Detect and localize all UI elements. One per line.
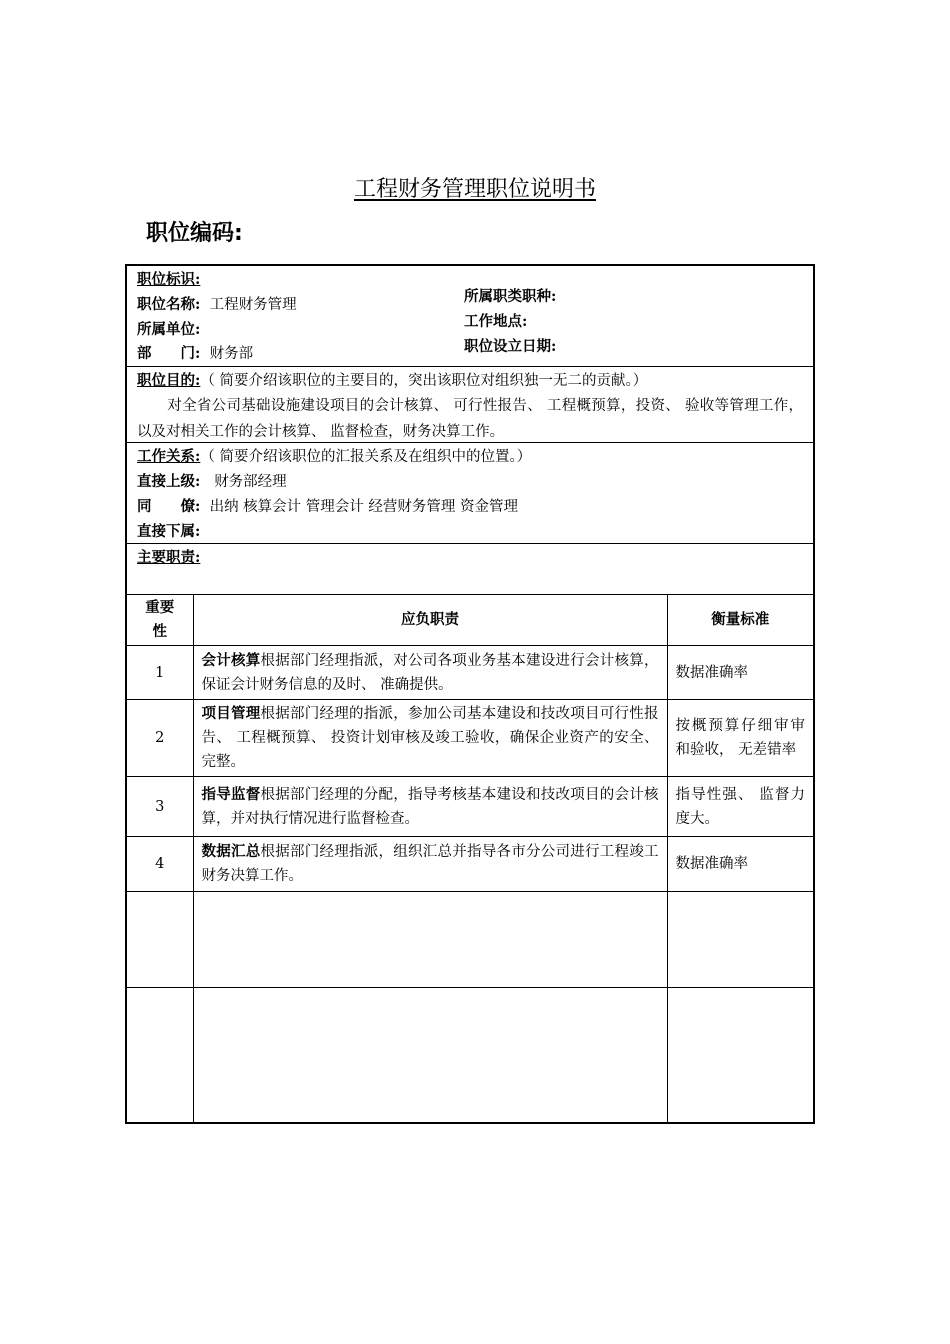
peers-value: 出纳 核算会计 管理会计 经营财务管理 资金管理 (209, 499, 519, 515)
position-name-value: 工程财务管理 (209, 297, 297, 313)
position-name-row (137, 295, 297, 315)
purpose-header: 职位目的: (137, 372, 201, 389)
relations-header: 工作关系: (137, 448, 201, 465)
position-code-label: 职位编码: (146, 221, 243, 246)
purpose-section (127, 367, 813, 443)
identity-section (127, 266, 813, 367)
duty-key: 会计核算 (201, 651, 261, 669)
setup-date-label: 职位设立日期: (464, 338, 557, 355)
subordinate-label: 直接下属: (137, 523, 201, 540)
measure-cell: 数据准确率 (667, 837, 813, 892)
peers-label: 同 僚: (137, 498, 201, 515)
duty-cell (193, 777, 667, 837)
purpose-hint: （ 简要介绍该职位的主要目的，突出该职位对组织独一无二的贡献。） (200, 373, 648, 389)
empty-cell (667, 892, 813, 988)
superior-row (137, 472, 287, 492)
purpose-text-block (137, 393, 803, 445)
superior-value: 财务部经理 (214, 474, 287, 490)
location-label: 工作地点: (464, 313, 528, 330)
duty-text: 根据部门经理指派，组织汇总并指导各市分公司进行工程竣工财务决算工作。 (201, 844, 659, 884)
table-row-empty (127, 988, 813, 1124)
duties-header: 主要职责: (137, 549, 201, 566)
relations-hint: （ 简要介绍该职位的汇报关系及在组织中的位置。） (200, 449, 532, 465)
empty-cell (193, 988, 667, 1124)
row-number: 3 (127, 777, 193, 837)
measure-cell: 按概预算仔细审审和验收， 无差错率 (667, 700, 813, 777)
table-row (127, 777, 813, 837)
duty-key: 项目管理 (201, 705, 261, 722)
unit-label: 所属单位: (137, 321, 201, 338)
duty-key: 数据汇总 (201, 843, 261, 860)
row-number: 4 (127, 837, 193, 892)
empty-cell (667, 988, 813, 1124)
department-label: 部 门: (137, 345, 201, 362)
duty-cell (193, 700, 667, 777)
purpose-text: 对全省公司基础设施建设项目的会计核算、 可行性报告、 工程概预算，投资、 验收等管理工作，以及对相关工作的会计核算、 监督检查，财务决算工作。 (137, 398, 803, 440)
job-description-form (125, 264, 815, 1124)
peers-row (137, 497, 518, 517)
category-label: 所属职类职种: (464, 288, 557, 305)
duty-text: 根据部门经理的指派，参加公司基本建设和技改项目可行性报告、 工程概预算、 投资计划审核及竣工验收，确保企业资产的安全、 完整。 (201, 706, 659, 770)
department-row (137, 344, 253, 364)
measure-cell: 数据准确率 (667, 646, 813, 700)
superior-label: 直接上级: (137, 473, 201, 490)
purpose-header-row (137, 371, 647, 391)
measure-cell: 指导性强、 监督力度大。 (667, 777, 813, 837)
duty-cell (193, 837, 667, 892)
empty-cell (127, 988, 193, 1124)
table-row-empty (127, 892, 813, 988)
column-header-importance: 重要性 (127, 595, 193, 646)
relations-section (127, 443, 813, 544)
duty-text: 根据部门经理的分配，指导考核基本建设和技改项目的会计核算，并对执行情况进行监督检查。 (201, 786, 659, 827)
table-row (127, 646, 813, 700)
empty-cell (193, 892, 667, 988)
row-number: 1 (127, 646, 193, 700)
identity-header: 职位标识: (137, 271, 201, 288)
empty-cell (127, 892, 193, 988)
duties-table-header (127, 595, 813, 646)
table-row (127, 837, 813, 892)
position-name-label: 职位名称: (137, 296, 201, 313)
row-number: 2 (127, 700, 193, 777)
document-title: 工程财务管理职位说明书 (353, 177, 596, 202)
column-header-measure: 衡量标准 (667, 595, 813, 646)
duty-text: 根据部门经理指派，对公司各项业务基本建设进行会计核算，保证会计财务信息的及时、 准确提供。 (201, 652, 659, 693)
duty-cell (193, 646, 667, 700)
column-header-duties: 应负职责 (193, 595, 667, 646)
table-row (127, 700, 813, 777)
department-value: 财务部 (209, 346, 254, 362)
relations-header-row (137, 447, 531, 467)
duty-key: 指导监督 (201, 785, 261, 803)
duties-table (127, 594, 813, 1124)
